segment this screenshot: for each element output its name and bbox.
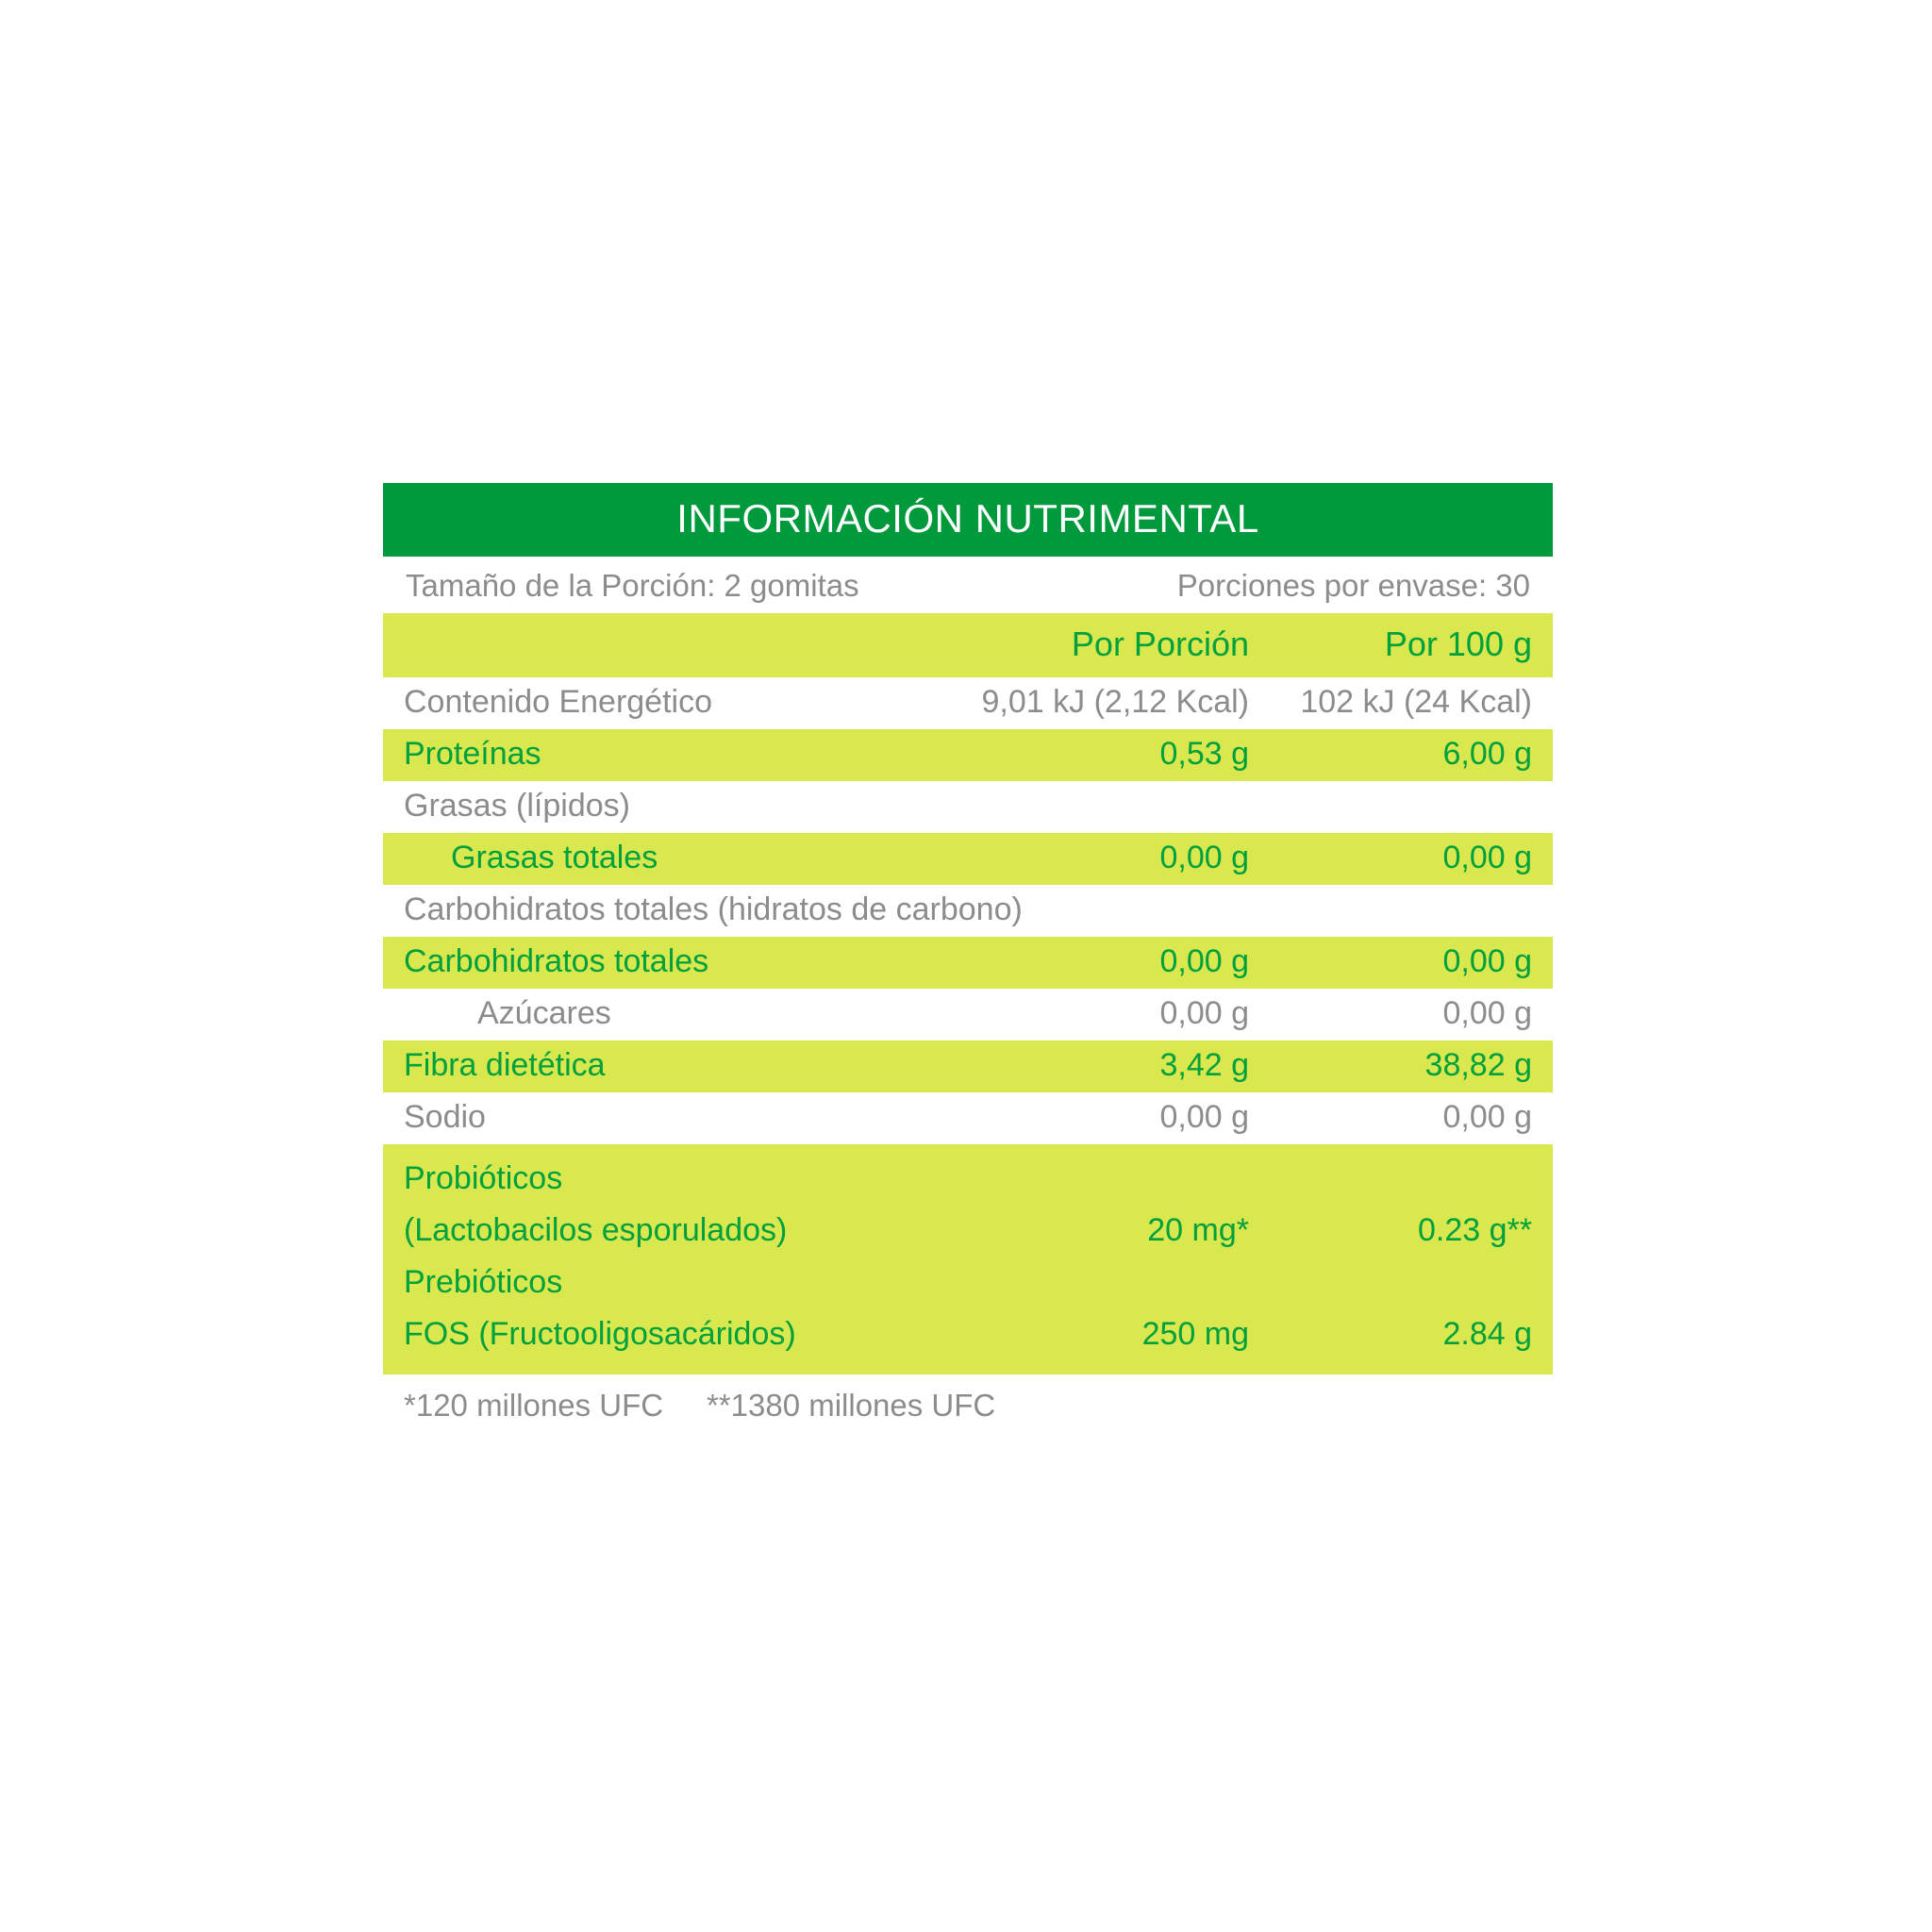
row-value-per-serving: 0,00 g [1159, 995, 1249, 1031]
table-row-sodium [383, 1092, 1553, 1144]
row-value-per-100g: 0,00 g [1442, 840, 1532, 875]
table-row-fats-heading [383, 781, 1553, 833]
row-value-per-100g: 38,82 g [1424, 1047, 1532, 1083]
table-row-protein [383, 729, 1553, 781]
column-header-per-serving: Por Porción [1071, 625, 1249, 663]
table-row-total-carbs [383, 937, 1553, 989]
row-value-per-100g: 6,00 g [1442, 736, 1532, 772]
prebiotics-title: Prebióticos [404, 1264, 563, 1300]
row-label: Fibra dietética [404, 1047, 606, 1083]
row-label: Proteínas [404, 736, 541, 772]
table-row-fiber [383, 1041, 1553, 1092]
row-value-per-100g: 0.23 g** [1418, 1212, 1532, 1248]
serving-size-label: Tamaño de la Porción: 2 gomitas [406, 568, 859, 603]
column-headers-row [383, 613, 1553, 677]
row-label: Sodio [404, 1099, 486, 1135]
row-label: Azúcares [477, 995, 611, 1031]
prebiotics-heading-row [404, 1257, 1532, 1309]
row-label: Contenido Energético [404, 684, 713, 720]
row-value-per-100g: 0,00 g [1442, 943, 1532, 979]
table-row-energy [383, 677, 1553, 729]
column-header-per-100g: Por 100 g [1384, 625, 1532, 663]
row-value-per-serving: 0,00 g [1159, 840, 1249, 875]
table-row-carbs-heading [383, 885, 1553, 937]
row-value-per-100g: 102 kJ (24 Kcal) [1300, 684, 1532, 720]
row-value-per-serving: 0,00 g [1159, 943, 1249, 979]
row-label: Carbohidratos totales (hidratos de carbono) [404, 891, 1023, 927]
row-value-per-serving: 20 mg* [1147, 1212, 1249, 1248]
row-value-per-serving: 0,53 g [1159, 736, 1249, 772]
probiotics-heading-row [404, 1154, 1532, 1206]
footnote: *120 millones UFC **1380 millones UFC [383, 1374, 1553, 1424]
serving-info-row [383, 557, 1553, 613]
row-label: Grasas totales [451, 840, 658, 875]
nutrition-facts-panel [383, 483, 1553, 1424]
servings-per-container-label: Porciones por envase: 30 [1176, 568, 1530, 603]
row-value-per-100g: 0,00 g [1442, 1099, 1532, 1135]
probiotics-title: Probióticos [404, 1160, 563, 1196]
table-row-prebiotics [404, 1309, 1532, 1361]
row-label: Carbohidratos totales [404, 943, 709, 979]
row-value-per-100g: 2.84 g [1442, 1316, 1532, 1352]
panel-title: INFORMACIÓN NUTRIMENTAL [383, 483, 1553, 557]
table-row-sugars [383, 989, 1553, 1041]
row-value-per-serving: 9,01 kJ (2,12 Kcal) [981, 684, 1249, 720]
table-row-probiotics [404, 1206, 1532, 1257]
row-label: FOS (Fructooligosacáridos) [404, 1316, 796, 1352]
row-value-per-100g: 0,00 g [1442, 995, 1532, 1031]
row-label: (Lactobacilos esporulados) [404, 1212, 788, 1248]
row-value-per-serving: 0,00 g [1159, 1099, 1249, 1135]
row-value-per-serving: 3,42 g [1159, 1047, 1249, 1083]
table-row-total-fats [383, 833, 1553, 885]
row-value-per-serving: 250 mg [1141, 1316, 1249, 1352]
supplements-block [383, 1144, 1553, 1374]
row-label: Grasas (lípidos) [404, 788, 630, 824]
